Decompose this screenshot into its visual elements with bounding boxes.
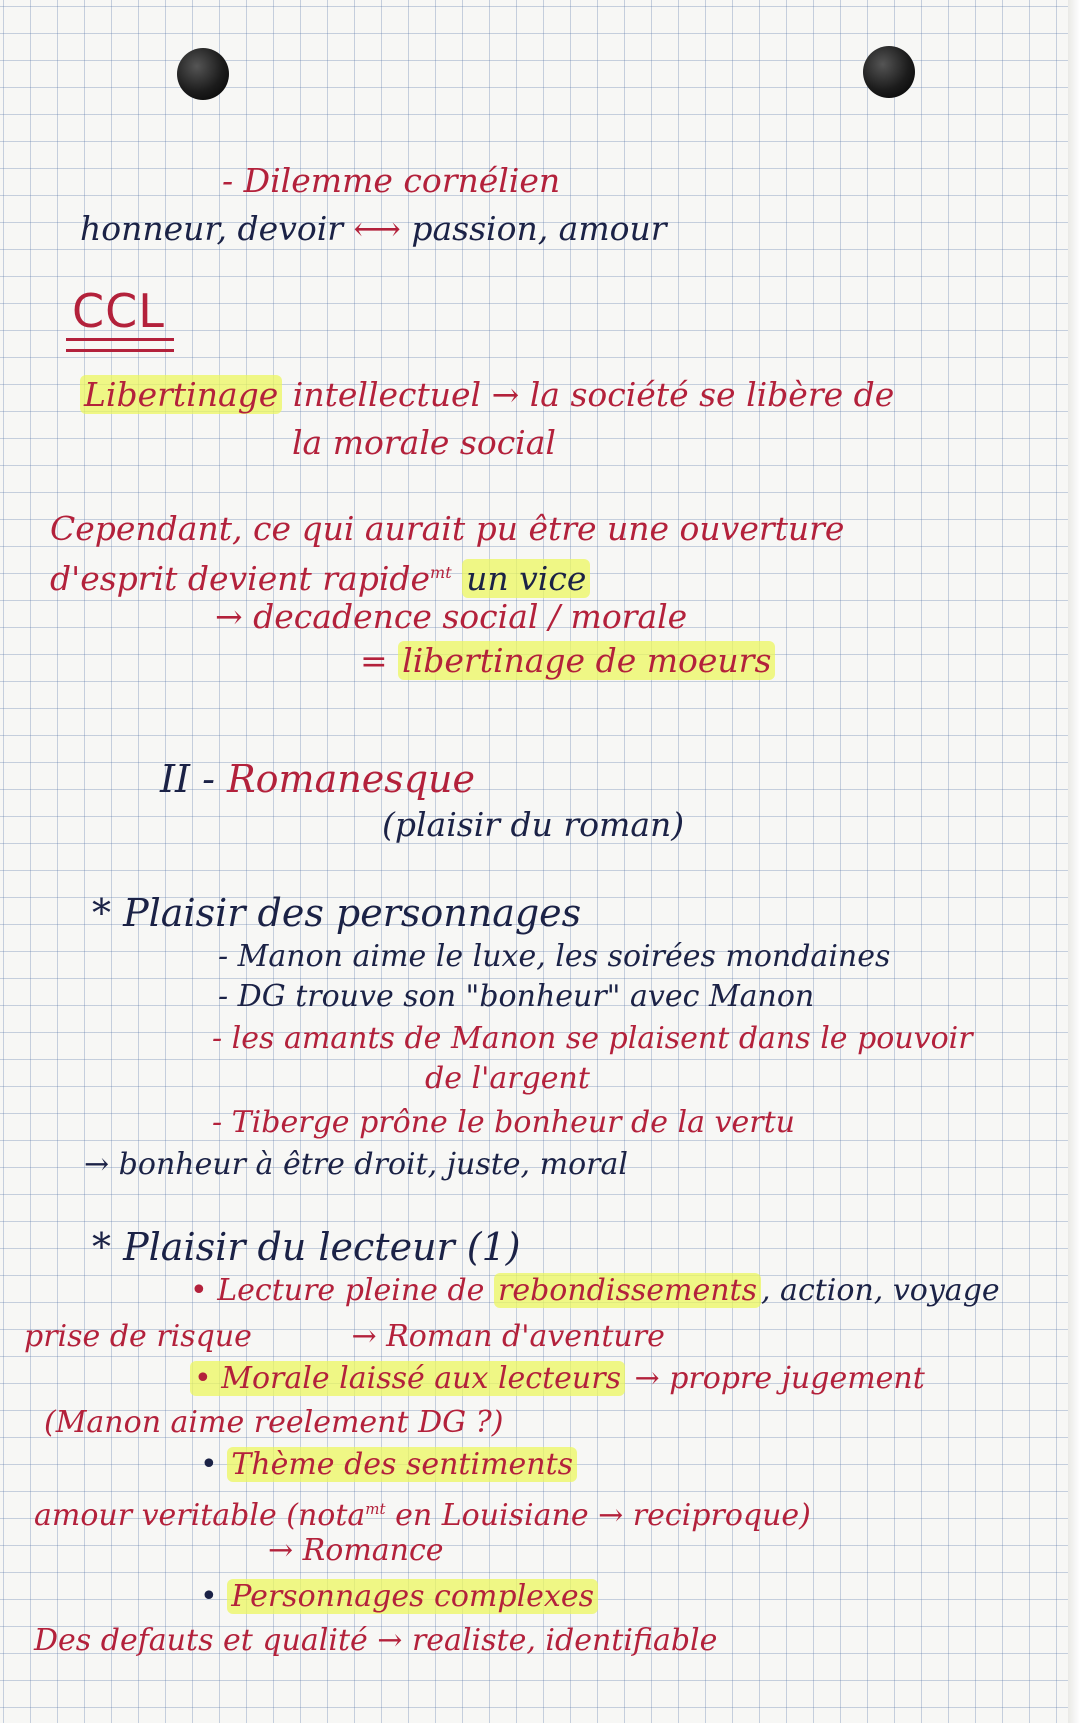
- vice-highlight: un vice: [462, 559, 590, 598]
- rebondissements-highlight: rebondissements: [494, 1273, 761, 1308]
- lecture-pleine-line: • Lecture pleine de rebondissements , action, voyage: [190, 1273, 1000, 1308]
- theme-highlight: Thème des sentiments: [227, 1447, 577, 1482]
- cependant-line: Cependant, ce qui aurait pu être une ouverture: [50, 509, 845, 548]
- double-arrow-icon: ⟷: [353, 209, 401, 248]
- morale-highlight: • Morale laissé aux lecteurs: [190, 1361, 625, 1396]
- manon-luxe-item: - Manon aime le luxe, les soirées mondaines: [218, 939, 891, 974]
- personnages-highlight: Personnages complexes: [227, 1579, 598, 1614]
- libertinage-highlight: Libertinage: [80, 375, 282, 414]
- personnages-complexes-line: • Personnages complexes: [200, 1578, 598, 1616]
- theme-line: • Thème des sentiments: [200, 1446, 577, 1484]
- ccl-underline: [66, 338, 174, 341]
- section-heading: II - Romanesque: [160, 757, 475, 801]
- plaisir-roman-subtitle: (plaisir du roman): [382, 805, 685, 844]
- defauts-line: Des defauts et qualité → realiste, identifiable: [34, 1623, 718, 1658]
- plaisir-lecteur-heading: * Plaisir du lecteur (1): [92, 1225, 521, 1269]
- libertinage-moeurs-line: = libertinage de moeurs: [360, 642, 775, 680]
- honneur-line: honneur, devoir ⟷ passion, amour: [80, 209, 667, 248]
- decadence-line: → decadence social / morale: [215, 597, 688, 636]
- page-edge: [1068, 0, 1080, 1723]
- esprit-line: d'esprit devient rapide$^{mt}$ un vice: [50, 554, 590, 598]
- binder-hole-left: [177, 48, 229, 100]
- romance-line: → Romance: [268, 1533, 444, 1568]
- argent-item: de l'argent: [425, 1061, 590, 1096]
- ccl-heading: CCL: [72, 284, 165, 338]
- libertinage-moeurs-highlight: libertinage de moeurs: [398, 641, 775, 680]
- binder-hole-right: [863, 46, 915, 98]
- ccl-underline-second: [66, 349, 174, 352]
- amour-veritable-line: amour veritable (nota$^{mt}$ en Louisiane → reciproque): [34, 1498, 811, 1533]
- morale-social-line: la morale social: [292, 423, 556, 462]
- libertinage-line: Libertinage intellectuel → la société se libère de: [80, 376, 894, 414]
- manon-aime-dg-line: (Manon aime reelement DG ?): [44, 1405, 504, 1440]
- dg-bonheur-item: - DG trouve son "bonheur" avec Manon: [218, 979, 815, 1014]
- amants-item: - les amants de Manon se plaisent dans le pouvoir: [212, 1021, 973, 1056]
- bonheur-droit-line: → bonheur à être droit, juste, moral: [84, 1147, 628, 1182]
- prise-risque-line: prise de risque → Roman d'aventure: [24, 1319, 665, 1354]
- morale-laisse-line: • Morale laissé aux lecteurs → propre jugement: [190, 1360, 925, 1398]
- dilemme-heading: - Dilemme cornélien: [222, 161, 561, 200]
- tiberge-item: - Tiberge prône le bonheur de la vertu: [212, 1105, 795, 1140]
- plaisir-personnages-heading: * Plaisir des personnages: [92, 891, 582, 935]
